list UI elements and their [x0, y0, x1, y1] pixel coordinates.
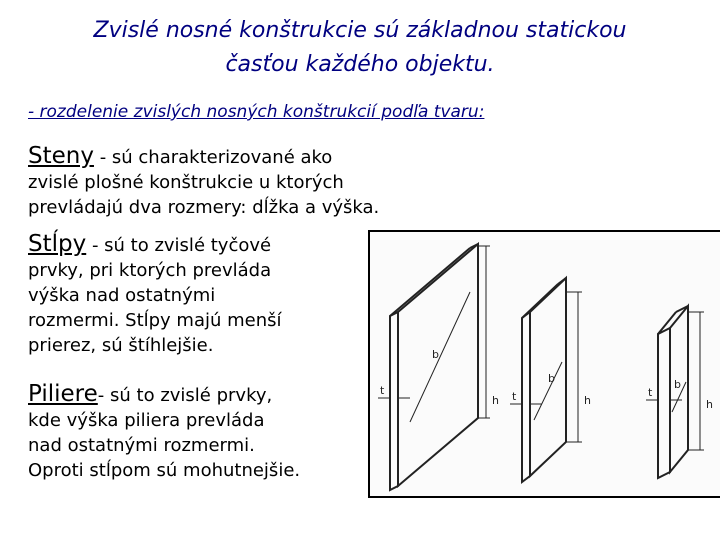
walls-line-1: - sú charakterizované ako — [93, 147, 333, 168]
pier-side-face — [658, 328, 670, 478]
term-columns: Stĺpy — [28, 231, 87, 257]
section-piers — [28, 382, 300, 483]
structural-elements-figure — [368, 230, 720, 498]
column-top-edge — [522, 284, 558, 318]
columns-line-5: prierez, sú štíhlejšie. — [28, 335, 214, 356]
columns-line-3: výška nad ostatnými — [28, 285, 216, 306]
column-label-b: b — [548, 372, 555, 385]
columns-line-4: rozmermi. Stĺpy majú menší — [28, 310, 282, 331]
walls-line-2: zvislé plošné konštrukcie u ktorých — [28, 172, 344, 193]
wall-label-h: h — [492, 394, 499, 407]
wall-width-dim — [410, 292, 470, 422]
slide-title — [20, 14, 700, 82]
section-walls — [28, 144, 379, 220]
columns-line-1: - sú to zvislé tyčové — [86, 235, 272, 256]
column-width-dim — [534, 362, 562, 420]
section-columns — [28, 232, 282, 358]
title-line-2: časťou každého objektu. — [225, 52, 495, 77]
wall-label-t: t — [380, 384, 385, 397]
wall-front-face — [398, 244, 478, 486]
wall-label-b: b — [432, 348, 439, 361]
slide-subtitle: - rozdelenie zvislých nosných konštrukcií podľa tvaru: — [28, 102, 485, 122]
piers-line-3: nad ostatnými rozmermi. — [28, 435, 255, 456]
wall-top-edge — [390, 248, 470, 316]
columns-line-2: prvky, pri ktorých prevláda — [28, 260, 272, 281]
walls-line-3: prevládajú dva rozmery: dĺžka a výška. — [28, 197, 380, 218]
pier-label-t: t — [648, 386, 653, 399]
column-label-h: h — [584, 394, 591, 407]
term-piers: Piliere — [28, 381, 98, 407]
piers-line-2: kde výška piliera prevláda — [28, 410, 265, 431]
title-line-1: Zvislé nosné konštrukcie sú základnou statickou — [93, 18, 627, 43]
column-side-face — [522, 312, 530, 482]
piers-line-4: Oproti stĺpom sú mohutnejšie. — [28, 460, 301, 481]
wall-side-face — [390, 312, 398, 490]
term-walls: Steny — [28, 143, 94, 169]
pier-label-h: h — [706, 398, 713, 411]
structural-elements-drawing — [370, 232, 720, 500]
column-label-t: t — [512, 390, 517, 403]
piers-line-1: - sú to zvislé prvky, — [97, 385, 273, 406]
pier-label-b: b — [674, 378, 681, 391]
